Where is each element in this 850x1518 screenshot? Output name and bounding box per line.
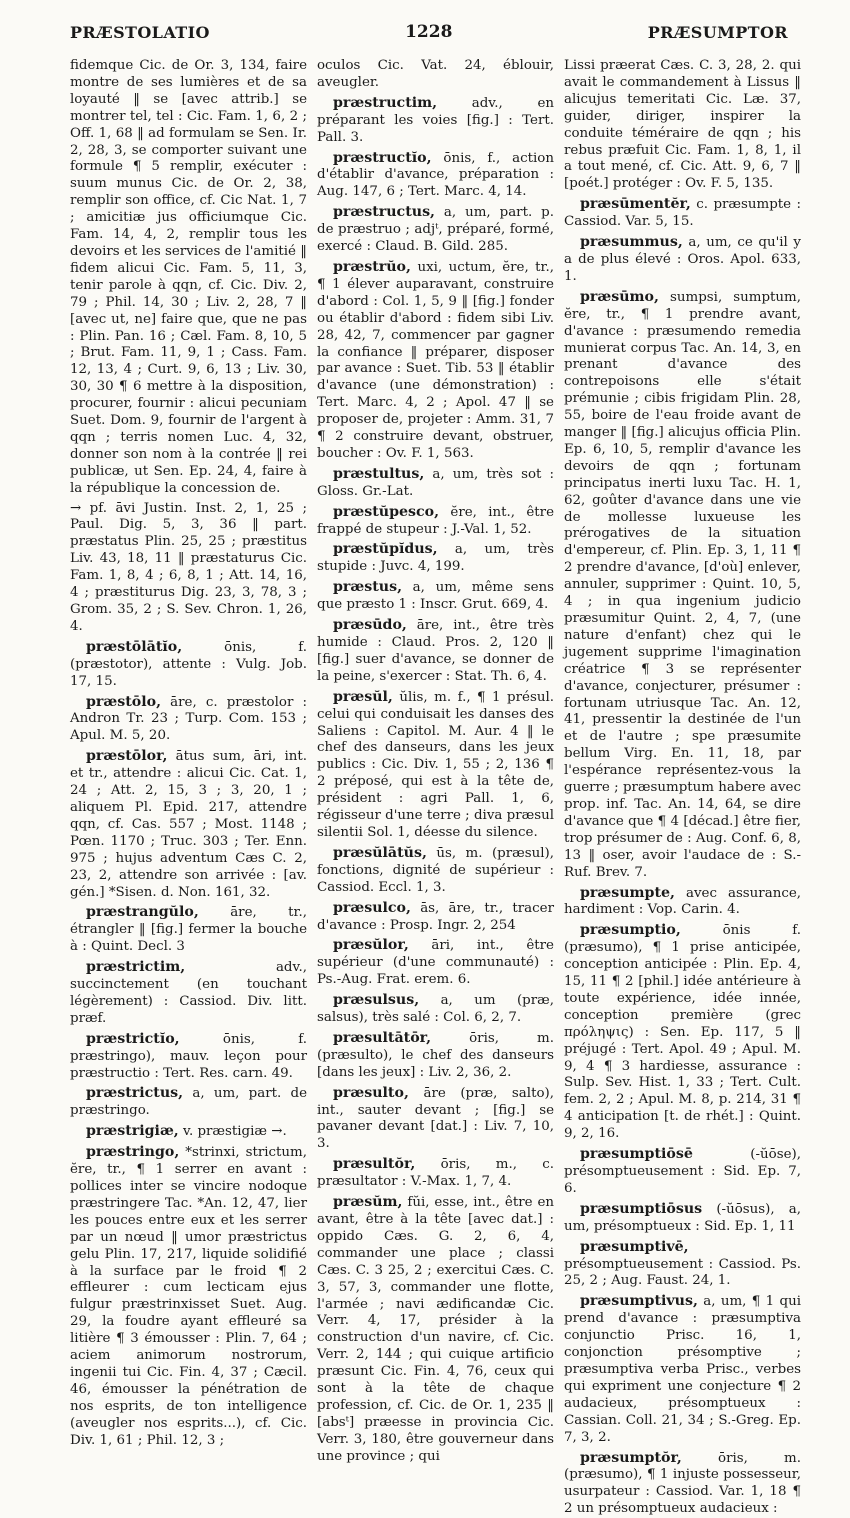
dictionary-entry <box>70 694 307 746</box>
entry-text: ās, āre, tr., tracer d'avance : Prosp. Ingr. 2, 254 <box>317 901 554 933</box>
dictionary-entry <box>317 579 554 614</box>
headword: præsumpte, <box>580 885 675 901</box>
entry-text: a, um, ¶ 1 qui prend d'avance : præsumptiva conjunctio Prisc. 16, 1, conjonction présomptive ; præsumptiva verba Prisc., verbes qui expriment une conjecture ¶ 2 audacieux, présomptueux : Cassian. Coll. 21, 34 ; S.-Greg. Ep. 7, 3, 2. <box>564 1294 801 1444</box>
entry-text: (-ŭōse), présomptueusement : Sid. Ep. 7, 6. <box>564 1147 801 1196</box>
headword: præstōlor, <box>86 748 167 764</box>
column-left <box>70 58 307 1358</box>
headword: præstŭpĭdus, <box>333 541 438 557</box>
entry-text: a, um, part. p. de præstruo ; adjᵗ, préparé, formé, exercé : Claud. B. Gild. 285. <box>317 205 554 254</box>
dictionary-entry <box>317 1030 554 1082</box>
entry-text: ōnis, f., action d'établir d'avance, préparation : Aug. 147, 6 ; Tert. Marc. 4, 14. <box>317 151 554 200</box>
dictionary-entry <box>317 466 554 501</box>
entry-text: ōnis, f. (præstotor), attente : Vulg. Job. 17, 15. <box>70 640 307 689</box>
headword: præstructus, <box>333 204 435 220</box>
headword: præsŭl, <box>333 689 393 705</box>
entry-text: ŭlis, m. f., ¶ 1 présul. celui qui conduisait les danses des Saliens : Capitol. M. Aur. 4 ‖ le chef des danseurs, dans les jeux publics : Cic. Div. 1, 55 ; 2, 136 ¶ 2 préposé, qui est à la tête de, président : agri Pall. 1, 6, régisseur d'une terre ; diva præsul silentii Sol. 1, déesse du silence. <box>317 690 554 840</box>
dictionary-entry <box>317 900 554 935</box>
running-head-right: PRÆSUMPTOR <box>648 23 788 42</box>
headword: præsulto, <box>333 1085 409 1101</box>
headword: præstrigiæ, <box>86 1123 179 1139</box>
entry-text: ūs, m. (præsul), fonctions, dignité de supérieur : Cassiod. Eccl. 1, 3. <box>317 846 554 895</box>
dictionary-entry <box>70 501 307 636</box>
dictionary-entry <box>70 1123 307 1141</box>
headword: præstus, <box>333 579 402 595</box>
entry-text: avec assurance, hardiment : Vop. Carin. 4. <box>564 886 801 918</box>
dictionary-entry <box>317 150 554 202</box>
headword: præsumptivus, <box>580 1293 698 1309</box>
entry-text: a, um (præ, salsus), très salé : Col. 6, 2, 7. <box>317 993 554 1025</box>
dictionary-entry <box>70 639 307 691</box>
dictionary-entry <box>317 689 554 842</box>
dictionary-entry <box>564 1239 801 1291</box>
headword: præsŭm, <box>333 1194 402 1210</box>
entry-text: *strinxi, strictum, ĕre, tr., ¶ 1 serrer en avant : pollices inter se vincire nodoque præstringere Tac. *An. 12, 47, lier les pouces entre eux et les serrer par un nœud ‖ umor præstrictus gelu Plin. 17, 217, liquide solidifié à la surface par le froid ¶ 2 effleurer : cum lecticam ejus fulgur præstrinxisset Suet. Aug. 29, la foudre ayant effleuré sa litière ¶ 3 émousser : Plin. 7, 64 ; aciem animorum nostrorum, ingenii tui Cic. Fin. 4, 37 ; Cæcil. 46, émousser la pénétration de nos esprits, de ton intelligence (aveugler nos esprits...), cf. Cic. Div. 1, 61 ; Phil. 12, 3 ; <box>70 1145 307 1447</box>
dictionary-entry <box>70 58 307 498</box>
headword: præstrictim, <box>86 959 185 975</box>
entry-text: āre (præ, salto), int., sauter devant ; [fig.] se pavaner devant [dat.] : Liv. 7, 10, 3. <box>317 1086 554 1152</box>
entry-text: a, um, très stupide : Juvc. 4, 199. <box>317 542 554 574</box>
dictionary-entry <box>317 259 554 463</box>
dictionary-entry <box>564 234 801 286</box>
running-head-left: PRÆSTOLATIO <box>70 23 210 42</box>
headword: præsulsus, <box>333 992 419 1008</box>
dictionary-entry <box>317 1194 554 1466</box>
entry-text: uxi, uctum, ĕre, tr., ¶ 1 élever auparavant, construire d'abord : Col. 1, 5, 9 ‖ [fig.] fonder ou établir d'abord : fidem sibi Liv. 28, 42, 7, commencer par gagner la confiance ‖ préparer, disposer par avance : Suet. Tib. 53 ‖ établir d'avance (une démonstration) : Tert. Marc. 4, 2 ; Apol. 47 ‖ se proposer de, projeter : Amm. 31, 7 ¶ 2 construire devant, obstruer, boucher : Ov. F. 1, 563. <box>317 260 554 461</box>
dictionary-entry <box>317 992 554 1027</box>
dictionary-entry <box>317 845 554 897</box>
headword: præsŭlātŭs, <box>333 845 427 861</box>
headword: præstrictus, <box>86 1085 183 1101</box>
dictionary-entry <box>564 885 801 920</box>
dictionary-entry <box>317 1156 554 1191</box>
entry-text: āre, tr., étrangler ‖ [fig.] fermer la bouche à : Quint. Decl. 3 <box>70 905 307 954</box>
entry-text: ōris, m. (præsulto), le chef des danseurs [dans les jeux] : Liv. 2, 36, 2. <box>317 1031 554 1080</box>
dictionary-entry <box>564 289 801 882</box>
dictionary-entry <box>70 748 307 901</box>
headword: præstructĭo, <box>333 150 432 166</box>
entry-text: adv., succinctement (en touchant légèrement) : Cassiod. Div. litt. præf. <box>70 960 307 1026</box>
entry-text: → pf. āvi Justin. Inst. 2, 1, 25 ; Paul. Dig. 5, 3, 36 ‖ part. præstatus Plin. 25, 25 ; præstitus Liv. 43, 18, 11 ‖ præstaturus Cic. Fam. 1, 8, 4 ; 6, 8, 1 ; Att. 14, 16, 4 ; præstiturus Dig. 23, 3, 78, 3 ; Grom. 35, 2 ; S. Sev. Chron. 1, 26, 4. <box>70 501 307 634</box>
page-number: 1228 <box>405 22 452 42</box>
entry-text: ōnis, f. præstringo), mauv. leçon pour præstructio : Tert. Res. carn. 49. <box>70 1032 307 1081</box>
headword: præstrictĭo, <box>86 1031 180 1047</box>
page-header <box>70 18 788 46</box>
entry-text: a, um, même sens que præsto 1 : Inscr. Grut. 669, 4. <box>317 580 554 612</box>
columns <box>70 58 802 1358</box>
dictionary-entry <box>317 617 554 686</box>
headword: præsūmo, <box>580 289 659 305</box>
entry-text: ātus sum, āri, int. et tr., attendre : alicui Cic. Cat. 1, 24 ; Att. 2, 15, 3 ; 3, 20, 1 ; aliquem Pl. Epid. 217, attendre qqn, cf. Cas. 557 ; Most. 1148 ; Pœn. 1170 ; Truc. 303 ; Ter. Enn. 975 ; hujus adventum Cæs C. 2, 23, 2, attendre son arrivée : [av. gén.] *Sisen. d. Non. 161, 32. <box>70 749 307 899</box>
entry-text: a, um, part. de præstringo. <box>70 1086 307 1118</box>
headword: præsumptŏr, <box>580 1450 682 1466</box>
entry-text: ōnis f. (præsumo), ¶ 1 prise anticipée, conception anticipée : Plin. Ep. 4, 15, 11 ¶ 2 [phil.] idée antérieure à toute expérience, idée innée, conception première (grec πρόληψις) : Sen. Ep. 117, 5 ‖ préjugé : Tert. Apol. 49 ; Apul. M. 9, 4 ¶ 3 hardiesse, assurance : Sulp. Sev. Hist. 1, 33 ; Tert. Cult. fem. 2, 2 ; Apul. M. 8, p. 214, 31 ¶ 4 anticipation [t. de rhét.] : Quint. 9, 2, 16. <box>564 923 801 1141</box>
entry-text: oculos Cic. Vat. 24, éblouir, aveugler. <box>317 58 554 90</box>
dictionary-entry <box>317 204 554 256</box>
dictionary-entry <box>564 1201 801 1236</box>
entry-text: ĕre, int., être frappé de stupeur : J.-Val. 1, 52. <box>317 505 554 537</box>
headword: præsumptiōsus <box>580 1201 702 1217</box>
dictionary-entry <box>70 1144 307 1449</box>
headword: præstructim, <box>333 95 437 111</box>
entry-text: ōris, m. (præsumo), ¶ 1 injuste possesseur, usurpateur : Cassiod. Var. 1, 18 ¶ 2 un présomptueux audacieux : <box>564 1451 801 1517</box>
headword: præsulco, <box>333 900 411 916</box>
headword: præstringo, <box>86 1144 179 1160</box>
dictionary-entry <box>70 904 307 956</box>
headword: præsumptiōsē <box>580 1146 693 1162</box>
entry-text: āre, c. præstolor : Andron Tr. 23 ; Turp. Com. 153 ; Apul. M. 5, 20. <box>70 695 307 744</box>
entry-text: adv., en préparant les voies [fig.] : Tert. Pall. 3. <box>317 96 554 145</box>
dictionary-entry <box>70 959 307 1028</box>
dictionary-entry <box>564 922 801 1143</box>
dictionary-entry <box>317 504 554 539</box>
dictionary-entry <box>564 1450 801 1518</box>
dictionary-entry <box>317 1085 554 1154</box>
entry-text: a, um, ce qu'il y a de plus élevé : Oros. Apol. 633, 1. <box>564 235 801 284</box>
entry-text: āri, int., être supérieur (d'une communauté) : Ps.-Aug. Frat. erem. 6. <box>317 938 554 987</box>
dictionary-entry <box>317 95 554 147</box>
entry-text: Lissi præerat Cæs. C. 3, 28, 2. qui avait le commandement à Lissus ‖ alicujus temeritati Cic. Læ. 37, guider, diriger, inspirer la conduite téméraire de qqn ; his rebus præfuit Cic. Fam. 1, 8, 1, il a tout mené, cf. Cic. Att. 9, 6, 7 ‖ [poét.] protéger : Ov. F. 5, 135. <box>564 58 801 191</box>
entry-text: fidemque Cic. de Or. 3, 134, faire montre de ses lumières et de sa loyauté ‖ se [avec attrib.] se montrer tel, tel : Cic. Fam. 1, 6, 2 ; Off. 1, 68 ‖ ad formulam se Sen. Ir. 2, 28, 3, se comporter suivant une formule ¶ 5 remplir, exécuter : suum munus Cic. de Or. 2, 38, remplir son office, cf. Cic Nat. 1, 7 ; amicitiæ jus officiumque Cic. Fam. 14, 4, 2, remplir tous les devoirs et les services de l'amitié ‖ fidem alicui Cic. Fam. 5, 11, 3, tenir parole à qqn, cf. Cic. Div. 2, 79 ; Phil. 14, 30 ; Liv. 2, 28, 7 ‖ [avec ut, ne] faire que, que ne pas : Plin. Pan. 16 ; Cæl. Fam. 8, 10, 5 ; Brut. Fam. 11, 9, 1 ; Cass. Fam. 12, 13, 4 ; Curt. 9, 6, 13 ; Liv. 30, 30, 30 ¶ 6 mettre à la disposition, procurer, fournir : alicui pecuniam Suet. Dom. 9, fournir de l'argent à qqn ; terris nomen Luc. 4, 32, donner son nom à la contrée ‖ rei publicæ, ut Sen. Ep. 24, 4, faire à la république la concession de. <box>70 58 307 496</box>
headword: præstrangŭlo, <box>86 904 199 920</box>
entry-text: ōris, m., c. præsultator : V.-Max. 1, 7, 4. <box>317 1157 554 1189</box>
headword: præstŭpesco, <box>333 504 439 520</box>
entry-text: (-ŭōsus), a, um, présomptueux : Sid. Ep. 1, 11 <box>564 1202 801 1234</box>
column-right <box>564 58 801 1358</box>
headword: præstrŭo, <box>333 259 411 275</box>
dictionary-entry <box>564 196 801 231</box>
entry-text: sumpsi, sumptum, ĕre, tr., ¶ 1 prendre avant, d'avance : præsumendo remedia munierat corpus Tac. An. 14, 3, en prenant d'avance des contrepoisons elle s'était prémunie ; cibis frigidam Plin. 28, 55, boire de l'eau froide avant de manger ‖ [fig.] alicujus officia Plin. Ep. 6, 10, 5, remplir d'avance les devoirs de qqn ; fortunam principatus inerti luxu Tac. H. 1, 62, goûter d'avance dans une vie de mollesse luxueuse les prérogatives de la situation d'empereur, cf. Plin. Ep. 3, 1, 11 ¶ 2 prendre d'avance, [d'où] enlever, annuler, supprimer : Quint. 10, 5, 4 ; in qua ingenium judicio præsumitur Quint. 2, 4, 7, (une nature d'enfant) chez qui le jugement supprime l'imagination créatrice ¶ 3 se représenter d'avance, conjecturer, présumer : fortunam utriusque Tac. An. 12, 41, pressentir la destinée de l'un et de l'autre ; spe præsumite bellum Virg. En. 11, 18, par l'espérance représentez-vous la guerre ; præsumptum habere avec prop. inf. Tac. An. 14, 64, se dire d'avance que ¶ 4 [décad.] être fier, trop présumer de : Aug. Conf. 6, 8, 13 ‖ oser, avoir l'audace de : S.-Ruf. Brev. 7. <box>564 290 801 880</box>
headword: præsumptio, <box>580 922 681 938</box>
headword: præsūmentĕr, <box>580 196 691 212</box>
entry-text: présomptueusement : Cassiod. Ps. 25, 2 ; Aug. Faust. 24, 1. <box>564 1257 801 1289</box>
dictionary-entry <box>317 541 554 576</box>
headword: præsūdo, <box>333 617 407 633</box>
entry-text: v. præstigiæ →. <box>179 1124 287 1139</box>
headword: præsultātōr, <box>333 1030 431 1046</box>
headword: præstōlātĭo, <box>86 639 182 655</box>
headword: præstultus, <box>333 466 424 482</box>
dictionary-entry <box>317 937 554 989</box>
dictionary-entry <box>70 1085 307 1120</box>
entry-text: c. præsumpte : Cassiod. Var. 5, 15. <box>564 197 801 229</box>
headword: præsumptivē, <box>580 1239 689 1255</box>
headword: præsultŏr, <box>333 1156 415 1172</box>
dictionary-entry <box>317 58 554 92</box>
dictionary-entry <box>70 1031 307 1083</box>
entry-text: fŭi, esse, int., être en avant, être à la tête [avec dat.] : oppido Cæs. G. 2, 6, 4, commander une place ; classi Cæs. C. 3 25, 2 ; exercitui Cæs. C. 3, 57, 3, commander une flotte, l'armée ; navi ædificandæ Cic. Verr. 4, 17, présider à la construction d'un navire, cf. Cic. Verr. 2, 144 ; qui cuique artificio præsunt Cic. Fin. 4, 76, ceux qui sont à la tête de chaque profession, cf. Cic. de Or. 1, 235 ‖ [absᵗ] præesse in provincia Cic. Verr. 3, 180, être gouverneur dans une province ; qui <box>317 1195 554 1464</box>
dictionary-entry <box>564 58 801 193</box>
entry-text: a, um, très sot : Gloss. Gr.-Lat. <box>317 467 554 499</box>
headword: præstōlo, <box>86 694 161 710</box>
dictionary-entry <box>564 1293 801 1446</box>
column-middle <box>317 58 554 1358</box>
dictionary-entry <box>564 1146 801 1198</box>
headword: præsŭlor, <box>333 937 409 953</box>
entry-text: āre, int., être très humide : Claud. Pros. 2, 120 ‖ [fig.] suer d'avance, se donner de la peine, s'exercer : Stat. Th. 6, 4. <box>317 618 554 684</box>
headword: præsummus, <box>580 234 683 250</box>
